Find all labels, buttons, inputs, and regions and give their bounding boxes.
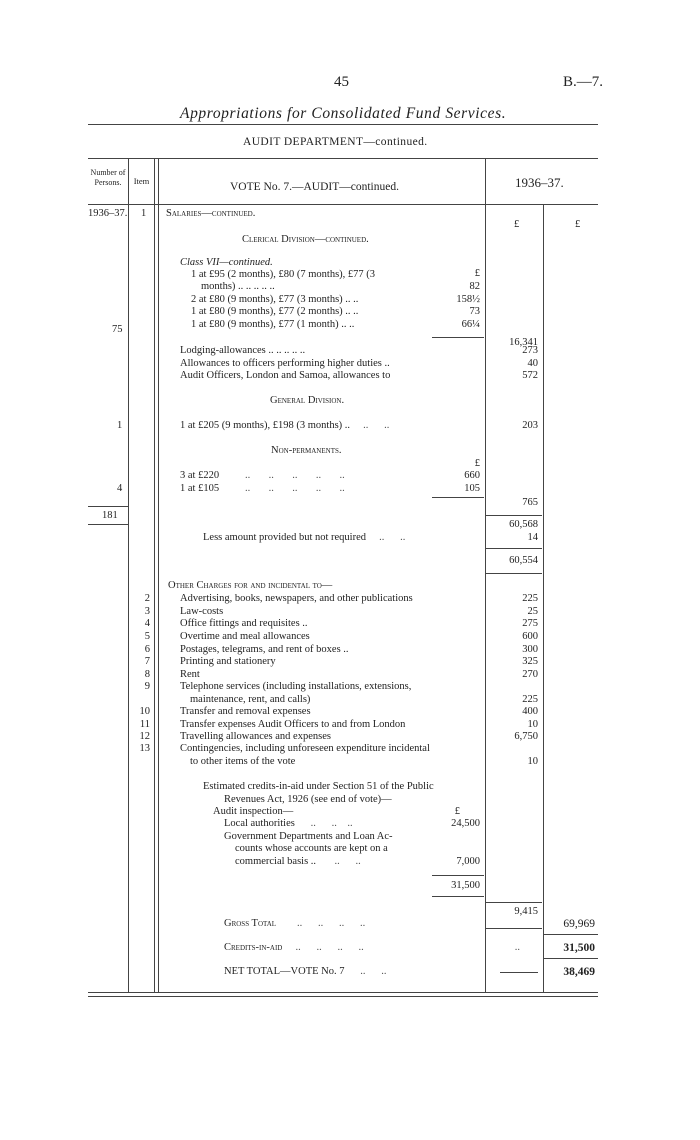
govt-line-2: counts whose accounts are kept on a [235,843,388,854]
year-col-header: 1936–37. [515,175,564,190]
other-charge-amount: 275 [522,618,538,629]
clerical-persons: 75 [112,324,123,335]
general-heading: General Division. [270,395,345,406]
other-charge-amount: 400 [522,706,538,717]
item-col-rule-left [154,158,155,992]
net-total-label: NET TOTAL—VOTE No. 7 .. .. [224,966,387,977]
subtotal-2-rule [486,548,542,549]
total-persons: 181 [102,510,118,521]
govt-amount: 7,000 [456,856,480,867]
credits-sum: 31,500 [451,880,480,891]
net-rule-mid [500,972,538,973]
subtotal-2: 60,554 [509,555,538,566]
general-persons: 1 [117,420,123,431]
item-number: 10 [139,706,150,717]
gross-total-amount: 69,969 [563,918,595,930]
nonperm-persons: 4 [117,483,123,494]
clerical-amount: 158½ [456,294,480,305]
bottom-double-rule [88,996,598,997]
allowance-line: Allowances to officers performing higher duties .. [180,358,390,369]
credits-rule-right [544,958,598,959]
gross-rule-right [544,934,598,935]
gross-rule [486,928,542,929]
item-number: 12 [139,731,150,742]
item-number: 11 [139,719,150,730]
nonperm-rule [432,497,484,498]
title-rule [88,124,598,125]
other-charge-amount: 325 [522,656,538,667]
clerical-amount: 66¼ [461,319,480,330]
credits-in-aid-label: Credits-in-aid .. .. .. .. [224,942,364,953]
net-total-amount: 38,469 [563,966,595,978]
other-charge-line: Office fittings and requisites .. [180,618,308,629]
general-line: 1 at £205 (9 months), £198 (3 months) .. .. .. [180,420,390,431]
item-number: 8 [144,669,150,680]
clerical-heading: Clerical Division—continued. [242,234,369,245]
persons-col-header: Number of Persons. [90,168,126,187]
other-charge-line: to other items of the vote [190,756,296,767]
item-number: 7 [144,656,150,667]
clerical-amount: 73 [469,306,480,317]
other-charge-amount: 6,750 [514,731,538,742]
audit-inspection: Audit inspection— [213,806,294,817]
other-charge-amount: 270 [522,669,538,680]
other-charge-line: maintenance, rent, and calls) [190,694,311,705]
clerical-rule [432,337,484,338]
less-amount: 14 [527,532,538,543]
vote-title: VOTE No. 7.—AUDIT—continued. [230,181,399,193]
other-total-rule [486,902,542,903]
other-charge-line: Telephone services (including installations, extensions, [180,681,412,692]
table-top-rule [88,158,598,159]
credits-in-aid-dots: .. [514,942,520,953]
table-bottom-rule [88,992,598,993]
govt-line-3: commercial basis .. .. .. [235,856,361,867]
inner-pound-1: £ [474,268,480,279]
clerical-line: 1 at £95 (2 months), £80 (7 months), £77 (3 [191,269,376,280]
header-bottom-rule [88,204,598,205]
item-number: 3 [144,606,150,617]
clerical-amount: 82 [469,281,480,292]
persons-total-rule [88,506,128,507]
other-charge-amount: 10 [527,719,538,730]
item-number: 13 [139,743,150,754]
inner-pound-2: £ [474,458,480,469]
other-charge-line: Contingencies, including unforeseen expenditure incidental [180,743,430,754]
inner-pound-3: £ [454,806,460,817]
clerical-line: 2 at £80 (9 months), £77 (3 months) .. .. [191,294,359,305]
allowance-amount: 273 [522,345,538,356]
nonperm-line: 3 at £220 [180,470,220,481]
local-authorities: Local authorities .. .. .. [224,818,353,829]
nonperm-leader-dots: .. .. .. .. .. [245,483,345,494]
item-number: 2 [144,593,150,604]
persons-total-rule-bottom [88,524,128,525]
other-charge-line: Travelling allowances and expenses [180,731,331,742]
item-number: 5 [144,631,150,642]
nonperm-leader-dots: .. .. .. .. .. [245,470,345,481]
subtotal-2-rule-bottom [486,573,542,574]
other-charge-amount: 600 [522,631,538,642]
amount-col-rule-mid [543,204,544,992]
pound-header-2: £ [575,219,581,230]
nonperm-line: 1 at £105 [180,483,220,494]
other-charge-line: Overtime and meal allowances [180,631,310,642]
left-year: 1936–37. [88,208,128,219]
other-charge-amount: 225 [522,694,538,705]
page-number: 45 [334,74,349,90]
local-amount: 24,500 [451,818,480,829]
less-line: Less amount provided but not required .. .. [203,532,406,543]
other-charge-line: Transfer expenses Audit Officers to and from London [180,719,406,730]
amount-col-rule-left [485,158,486,992]
other-charge-line: Advertising, books, newspapers, and other publications [180,593,413,604]
item-col-header: Item [133,176,150,186]
credits-sum-rule [432,875,484,876]
credits-in-aid-amount: 31,500 [563,942,595,954]
credits-intro-1: Estimated credits-in-aid under Section 51 of the Public [203,781,434,792]
allowance-line: Audit Officers, London and Samoa, allowances to [180,370,391,381]
nonperm-amount: 660 [464,470,480,481]
other-charge-line: Law-costs [180,606,224,617]
nonperm-heading: Non-permanents. [271,445,342,456]
clerical-total: 16,341 [509,337,538,348]
other-charge-amount: 10 [527,756,538,767]
clerical-line: 1 at £80 (9 months), £77 (1 month) .. .. [191,319,355,330]
govt-line-1: Government Departments and Loan Ac- [224,831,393,842]
nonperm-total: 765 [522,497,538,508]
document-reference: B.—7. [563,74,604,90]
pound-header-1: £ [514,219,520,230]
gross-total-label: Gross Total .. .. .. .. [224,918,366,929]
clerical-line: months) .. .. .. .. .. [201,281,275,292]
other-charge-line: Transfer and removal expenses [180,706,311,717]
item-number: 4 [144,618,150,629]
clerical-line: 1 at £80 (9 months), £77 (2 months) .. .. [191,306,359,317]
page-title: Appropriations for Consolidated Fund Services. [180,105,507,122]
credits-sum-rule-bottom [432,896,484,897]
item-1: 1 [141,208,147,219]
subtotal-1: 60,568 [509,519,538,530]
persons-col-rule [128,158,129,992]
allowance-amount: 572 [522,370,538,381]
salaries-heading: Salaries—continued. [166,208,256,219]
other-charge-line: Postages, telegrams, and rent of boxes .. [180,644,349,655]
other-charge-line: Printing and stationery [180,656,276,667]
nonperm-amount: 105 [464,483,480,494]
other-total: 9,415 [514,906,538,917]
other-charge-amount: 300 [522,644,538,655]
general-amount: 203 [522,420,538,431]
department-subtitle: AUDIT DEPARTMENT—continued. [243,136,428,148]
class-vii-heading: Class VII—continued. [180,257,273,268]
allowance-amount: 40 [527,358,538,369]
other-charges-heading: Other Charges for and incidental to— [168,580,333,591]
allowance-line: Lodging-allowances .. .. .. .. .. [180,345,306,356]
credits-intro-2: Revenues Act, 1926 (see end of vote)— [224,794,392,805]
other-charge-line: Rent [180,669,200,680]
other-charge-amount: 25 [527,606,538,617]
item-number: 9 [144,681,150,692]
item-col-rule-right [158,158,159,992]
other-charge-amount: 225 [522,593,538,604]
item-number: 6 [144,644,150,655]
subtotal-1-rule [486,515,542,516]
